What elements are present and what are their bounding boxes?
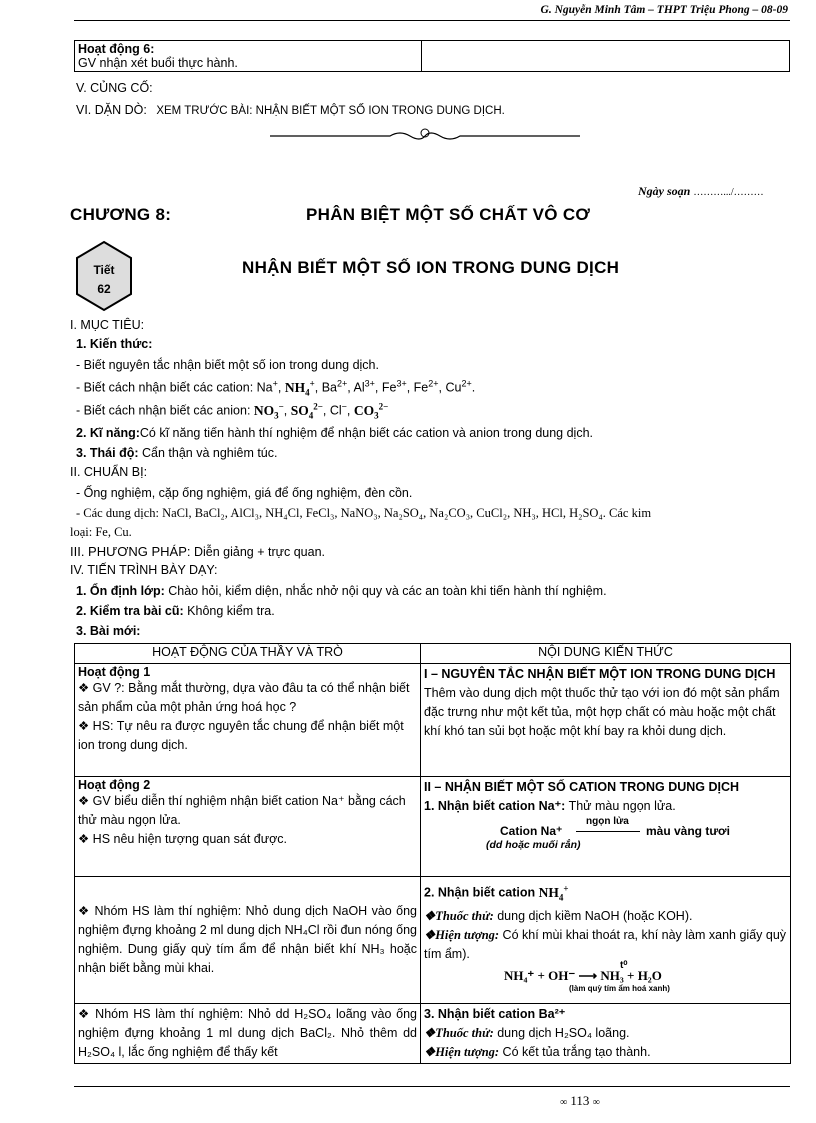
eq-na-arrow bbox=[576, 831, 640, 832]
decorative-divider bbox=[270, 126, 580, 146]
row2-left bbox=[75, 777, 421, 877]
nh4-ion: $NH_4^+$ bbox=[284, 378, 315, 398]
so4-ion: $SO_4^{2-}$ bbox=[290, 401, 323, 421]
kien-thuc-2-prefix: - Biết cách nhận biết các cation: Na bbox=[76, 380, 273, 395]
eq-na-left: Cation Na⁺ bbox=[500, 824, 563, 838]
row3-thuoc-label: ❖Thuốc thử: bbox=[424, 909, 494, 924]
section-vi-label: VI. DẶN DÒ: bbox=[76, 103, 147, 117]
page-header: G. Nguyễn Minh Tâm – THPT Triệu Phong – 08-09 bbox=[540, 4, 788, 16]
row4-right-sub: 3. Nhận biết cation Ba²⁺ bbox=[424, 1007, 566, 1021]
top-table-left bbox=[75, 41, 422, 72]
eq-na-right: màu vàng tươi bbox=[646, 824, 730, 838]
row4-hien-text: Có kết tủa trắng tạo thành. bbox=[502, 1045, 651, 1059]
row2-equation bbox=[424, 816, 787, 852]
section-vi bbox=[76, 103, 505, 117]
bai-moi: 3. Bài mới: bbox=[76, 624, 141, 638]
footer-rule bbox=[74, 1086, 790, 1087]
row4-thuoc-label: ❖Thuốc thử: bbox=[424, 1026, 494, 1040]
section-vi-text: XEM TRƯỚC BÀI: NHẬN BIẾT MỘT SỐ ION TRONG DUNG DỊCH. bbox=[156, 105, 505, 117]
row2-left-item1: ❖ GV biểu diễn thí nghiệm nhận biết cation Na⁺ bằng cách thử màu ngọn lửa. bbox=[78, 794, 406, 827]
row2-right bbox=[421, 777, 791, 877]
row2-left-item2: ❖ HS nêu hiện tượng quan sát được. bbox=[78, 832, 288, 846]
row2-right-sub-text: Thử màu ngọn lửa. bbox=[568, 799, 676, 813]
thai-do-label: 3. Thái độ: bbox=[76, 446, 139, 460]
ki-nang-text: Có kĩ năng tiến hành thí nghiệm để nhận biết các cation và anion trong dung dịch. bbox=[139, 426, 594, 440]
row3-nh4-ion: $NH_4^+$ bbox=[538, 883, 569, 903]
eq-nh4-note: (làm quỳ tím ẩm hoá xanh) bbox=[569, 984, 670, 994]
header-rule bbox=[74, 20, 790, 21]
row1-left bbox=[75, 664, 421, 777]
row2-right-sub: 1. Nhận biết cation Na⁺: bbox=[424, 799, 566, 813]
lesson-title: NHẬN BIẾT MỘT SỐ ION TRONG DUNG DỊCH bbox=[242, 258, 620, 277]
row3-right bbox=[421, 877, 791, 1004]
eq-na-arrow-label: ngọn lửa bbox=[586, 816, 629, 827]
row3-equation bbox=[424, 960, 787, 994]
eq-nh4: NH₄⁺ + OH⁻ ⟶ NH₃ + H₂O bbox=[504, 968, 662, 984]
date-line bbox=[638, 184, 764, 199]
page-number-value: 113 bbox=[570, 1093, 590, 1108]
kiem-tra bbox=[76, 604, 275, 618]
row3-right-sub: 2. Nhận biết cation bbox=[424, 885, 536, 900]
top-table-right bbox=[422, 41, 790, 72]
kien-thuc-2: - Biết cách nhận biết các cation: Na+, $NH_4^+$, $Ba^{2+}$, $Al^{3+}$, $Fe^{3+}$, $Fe^{2+}$, $Cu^{2+}$. bbox=[76, 378, 476, 398]
thai-do bbox=[76, 446, 277, 460]
co3-ion: $CO_3^{2-}$ bbox=[353, 401, 389, 421]
row1-left-item2: ❖ HS: Tự nêu ra được nguyên tắc chung để nhận biết một ion trong dung dịch. bbox=[78, 719, 404, 752]
row2-left-title: Hoạt động 2 bbox=[78, 778, 151, 792]
row3-hien-label: ❖Hiện tượng: bbox=[424, 928, 500, 943]
no3-ion: $NO_3^-$ bbox=[253, 401, 284, 421]
on-dinh-text: Chào hỏi, kiểm diện, nhắc nhở nội quy và các an toàn khi tiến hành thí nghiệm. bbox=[168, 584, 607, 598]
row1-right-text: Thêm vào dung dịch một thuốc thử tạo với ion đó một sản phẩm đặc trưng như một kết tủa, một hợp chất có màu hoặc một chất khí khó tan sủi bọt hoặc một khí bay ra khỏi dung dịch. bbox=[424, 686, 780, 738]
row4-thuoc-text: dung dịch H₂SO₄ loãng. bbox=[497, 1026, 630, 1040]
row1-right-title: I – NGUYÊN TẮC NHẬN BIẾT MỘT ION TRONG DUNG DỊCH bbox=[424, 667, 776, 681]
kien-thuc-3: - Biết cách nhận biết các anion: $NO_3^-$, $SO_4^{2-}$, Cl−, $CO_3^{2-}$ bbox=[76, 401, 389, 421]
top-table-title: Hoạt động 6: bbox=[78, 42, 155, 56]
kien-thuc-1: - Biết nguyên tắc nhận biết một số ion trong dung dịch. bbox=[76, 358, 379, 372]
kiem-tra-text: Không kiểm tra. bbox=[187, 604, 275, 618]
section-v: V. CỦNG CỐ: bbox=[76, 81, 153, 95]
kiem-tra-label: 2. Kiểm tra bài cũ: bbox=[76, 604, 184, 618]
eq-na-note: (dd hoặc muối rắn) bbox=[486, 839, 581, 851]
top-table bbox=[74, 40, 790, 72]
chuan-bi-2b: loại: Fe, Cu. bbox=[70, 525, 132, 539]
chuan-bi-heading: II. CHUẨN BỊ: bbox=[70, 465, 148, 479]
chuan-bi-1: - Ống nghiệm, cặp ống nghiệm, giá để ống nghiệm, đèn cồn. bbox=[76, 486, 413, 500]
row4-right bbox=[421, 1004, 791, 1064]
date-fill: ……….../……… bbox=[693, 187, 764, 198]
on-dinh-label: 1. Ổn định lớp: bbox=[76, 584, 165, 598]
ki-nang-label: 2. Kĩ năng: bbox=[76, 426, 140, 440]
tien-trinh-heading: IV. TIẾN TRÌNH BÀY DẠY: bbox=[70, 563, 218, 577]
phuong-phap-label: III. PHƯƠNG PHÁP: bbox=[70, 544, 191, 559]
row1-right bbox=[421, 664, 791, 777]
ki-nang bbox=[76, 426, 593, 440]
muc-tieu-heading: I. MỤC TIÊU: bbox=[70, 318, 145, 332]
kien-thuc-label: 1. Kiến thức: bbox=[76, 337, 153, 351]
main-table bbox=[74, 643, 791, 1064]
lesson-tiet-label: Tiết bbox=[93, 263, 115, 277]
chuan-bi-2a: - Các dung dịch: NaCl, BaCl₂, AlCl₃, NH₄Cl, FeCl₃, NaNO₃, Na₂SO₄, Na₂CO₃, CuCl₂, NH₃, HCl, H₂SO₄. Các kim bbox=[76, 506, 652, 520]
row4-hien-label: ❖Hiện tượng: bbox=[424, 1045, 500, 1059]
page-number: ∞ 113 ∞ bbox=[560, 1093, 600, 1108]
chapter-title: PHÂN BIỆT MỘT SỐ CHẤT VÔ CƠ bbox=[306, 205, 591, 224]
date-label: Ngày soạn bbox=[638, 184, 691, 198]
row4-left: ❖ Nhóm HS làm thí nghiệm: Nhỏ dd H₂SO₄ loãng vào ống nghiệm đựng khoảng 1 ml dung dịch BaCl₂. Nhỏ thêm dd H₂SO₄ l, lắc ống nghiệm để thấy kết bbox=[75, 1004, 421, 1064]
chapter-label: CHƯƠNG 8: bbox=[70, 205, 172, 224]
on-dinh bbox=[76, 584, 607, 598]
lesson-tiet-number: 62 bbox=[97, 282, 111, 296]
kien-thuc-3-prefix: - Biết cách nhận biết các anion: bbox=[76, 403, 251, 418]
thai-do-text: Cẩn thận và nghiêm túc. bbox=[141, 446, 278, 460]
row3-hien-text: Có khí mùi khai thoát ra, khí này làm xanh giấy quỳ tím ẩm). bbox=[424, 928, 787, 962]
phuong-phap-text: Diễn giảng + trực quan. bbox=[193, 545, 326, 559]
col1-header: HOẠT ĐỘNG CỦA THẦY VÀ TRÒ bbox=[75, 644, 421, 664]
col2-header: NỘI DUNG KIẾN THỨC bbox=[421, 644, 791, 664]
row3-thuoc-text: dung dịch kiềm NaOH (hoặc KOH). bbox=[497, 909, 693, 924]
row1-left-title: Hoạt động 1 bbox=[78, 665, 151, 679]
row2-right-title: II – NHẬN BIẾT MỘT SỐ CATION TRONG DUNG DỊCH bbox=[424, 780, 740, 794]
phuong-phap bbox=[70, 544, 325, 559]
top-table-text: GV nhận xét buổi thực hành. bbox=[78, 56, 238, 70]
eq-nh4-cond: t⁰ bbox=[620, 960, 628, 972]
row3-left: ❖ Nhóm HS làm thí nghiệm: Nhỏ dung dịch NaOH vào ống nghiệm đựng khoảng 2 ml dung dịch NH₄Cl rồi đun nóng ống nghiệm. Dung giấy quỳ tím ẩm để nhận biết khí NH₃ hoặc nhận biết bằng mùi khai. bbox=[75, 877, 421, 1004]
row1-left-item1: ❖ GV ?: Bằng mắt thường, dựa vào đâu ta có thể nhận biết sản phẩm của một phản ứng hoá học ? bbox=[78, 681, 410, 714]
